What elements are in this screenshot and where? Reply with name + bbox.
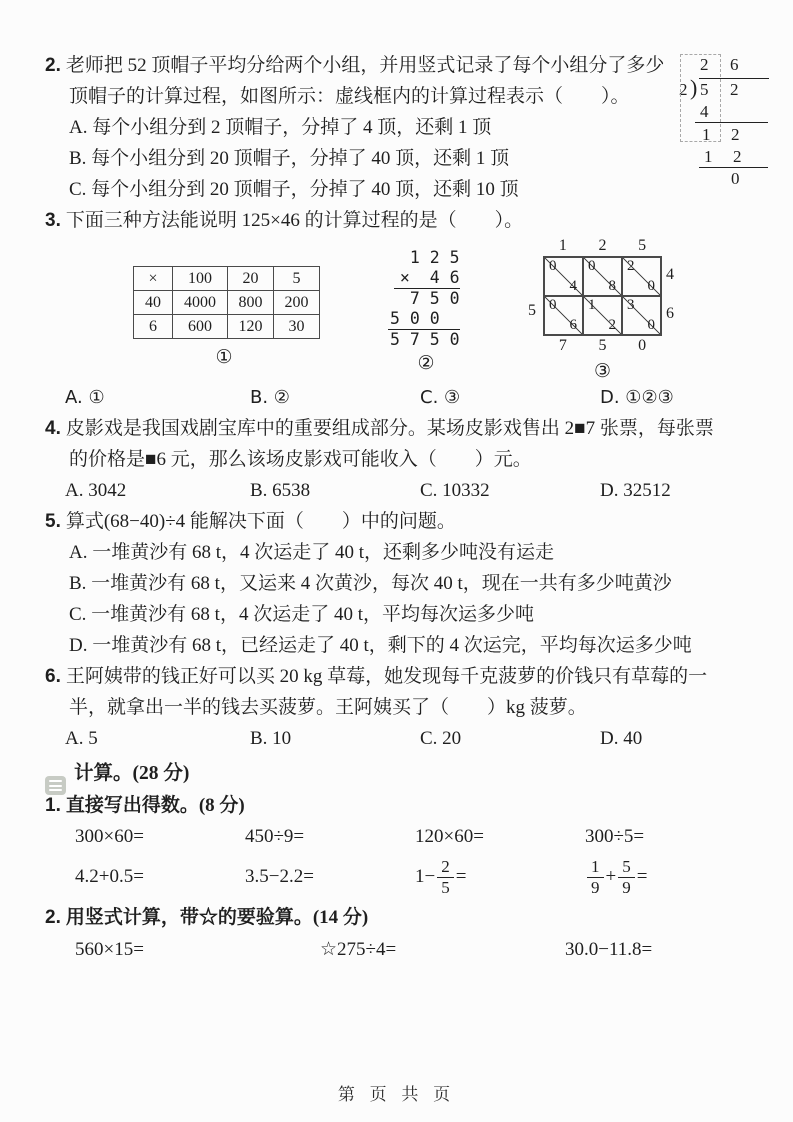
question-6-text: 王阿姨带的钱正好可以买 20 kg 草莓，她发现每千克菠萝的价钱只有草莓的一	[65, 666, 708, 687]
mental-math-row-2	[45, 852, 780, 902]
question-2-text: 老师把 52 顶帽子平均分给两个小组，并用竖式记录了每个小组分了多少	[65, 55, 665, 76]
final-remainder: 0	[731, 169, 740, 188]
option-a: A. 3042	[65, 480, 127, 501]
question-4-number: 4.	[45, 418, 61, 439]
question-2-line-1	[45, 50, 780, 81]
dividend-ones: 2	[730, 80, 739, 99]
sub2-number: 2.	[45, 907, 61, 928]
step2-product-ones: 2	[733, 147, 742, 166]
question-3-figures	[45, 236, 780, 382]
step1-product: 4	[700, 102, 709, 121]
equation: 4.2+0.5=	[75, 866, 144, 887]
option-a: A. 5	[65, 728, 98, 749]
table-row	[134, 315, 320, 339]
column-method-row	[45, 933, 780, 967]
table-cell: 6	[134, 315, 173, 339]
section-title: 计算。(28 分)	[74, 763, 190, 784]
equation-with-star: ☆275÷4=	[320, 939, 397, 960]
option-b: B. ②	[250, 387, 290, 408]
option-d: D. 32512	[600, 480, 671, 501]
question-2-option-c: C. 每个小组分到 20 顶帽子，分掉了 40 顶，还剩 10 顶	[69, 179, 519, 200]
quotient-tens: 2	[700, 55, 709, 74]
divisor: 2	[679, 80, 688, 99]
lattice-left-digit: 5	[528, 302, 536, 319]
lattice-cell: 0 8	[583, 257, 622, 296]
table-cell: 30	[274, 315, 320, 339]
option-d: D. 40	[600, 728, 643, 749]
mental-math-row-1	[45, 821, 780, 852]
lattice-right-digit: 4	[666, 266, 674, 283]
product-total: 5 7 5 0	[389, 330, 460, 349]
option-b: B. 10	[250, 728, 292, 749]
dividend-tens: 5	[700, 80, 709, 99]
lattice-multiplication	[528, 236, 703, 356]
lattice-cell: 0 6	[544, 296, 583, 335]
quotient-ones: 6	[730, 55, 739, 74]
remainder-tens: 1	[702, 125, 711, 144]
lattice-right-digit: 6	[666, 305, 674, 322]
calc-sub2-heading	[45, 902, 780, 933]
option-c: C. 20	[420, 728, 462, 749]
equation: 450÷9=	[245, 826, 305, 847]
table-row	[134, 291, 320, 315]
section-header-calculation	[45, 758, 780, 790]
question-6-line-2: 半，就拿出一半的钱去买菠萝。王阿姨买了（ ）kg 菠萝。	[69, 697, 587, 718]
subtraction-line-2	[699, 167, 768, 168]
option-c: C. ③	[420, 387, 461, 408]
equation: 300×60=	[75, 826, 144, 847]
step2-product-tens: 1	[704, 147, 713, 166]
partial-product-2: 5 0 0	[389, 309, 440, 328]
question-3-options	[45, 382, 780, 413]
table-cell: ×	[134, 267, 173, 291]
lattice-cell: 1 2	[583, 296, 622, 335]
fraction: $\frac{1}{9}$	[587, 857, 604, 897]
question-3-text: 下面三种方法能说明 125×46 的计算过程的是（ ）。	[65, 210, 524, 231]
option-a: A. ①	[65, 387, 105, 408]
dashed-highlight-box	[680, 54, 721, 142]
option-c: C. 10332	[420, 480, 490, 501]
calc-sub1-heading	[45, 790, 780, 821]
table-cell: 120	[228, 315, 274, 339]
question-6-options	[45, 723, 780, 754]
table-cell: 4000	[173, 291, 228, 315]
lattice-grid	[543, 256, 662, 336]
equation-fraction-2: $\frac{1}{9}$ + $\frac{5}{9}$ =	[585, 857, 755, 897]
table-cell: 800	[228, 291, 274, 315]
partial-product-1: 7 5 0	[409, 289, 460, 308]
figure-2-label: ②	[417, 352, 435, 374]
option-d: D. ①②③	[600, 387, 674, 408]
question-2-option-b: B. 每个小组分到 20 顶帽子，分掉了 40 顶，还剩 1 顶	[69, 148, 510, 169]
multiplicand: 1 2 5	[409, 248, 460, 267]
question-6-line-1	[45, 661, 780, 692]
vertical-multiplication	[388, 248, 460, 350]
lattice-cell: 0 4	[544, 257, 583, 296]
table-cell: 600	[173, 315, 228, 339]
lattice-bottom-digits	[543, 336, 662, 356]
page-footer: 第 页 共 页	[337, 1085, 456, 1104]
fraction: $\frac{2}{5}$	[437, 857, 454, 897]
fraction: $\frac{5}{9}$	[618, 857, 635, 897]
question-5-option-b: B. 一堆黄沙有 68 t，又运来 4 次黄沙，每次 40 t，现在一共有多少吨黄沙	[69, 573, 672, 594]
lattice-cell: 3 0	[622, 296, 661, 335]
sub1-title: 直接写出得数。(8 分)	[65, 795, 245, 816]
equation: 30.0−11.8=	[565, 939, 653, 960]
multiplier: × 4 6	[399, 268, 460, 287]
division-bracket: )	[690, 75, 698, 100]
question-2-number: 2.	[45, 55, 61, 76]
option-b: B. 6538	[250, 480, 311, 501]
question-3-number: 3.	[45, 210, 61, 231]
lattice-top-digits	[543, 236, 662, 256]
question-5-option-d: D. 一堆黄沙有 68 t，已经运走了 40 t，剩下的 4 次运完，平均每次运多少吨	[69, 635, 692, 656]
equation: 120×60=	[415, 826, 484, 847]
question-5-line	[45, 506, 780, 537]
question-5-text: 算式(68−40)÷4 能解决下面（ ）中的问题。	[65, 511, 456, 532]
table-row	[134, 267, 320, 291]
table-cell: 200	[274, 291, 320, 315]
equation: 3.5−2.2=	[245, 866, 314, 887]
question-4-text: 皮影戏是我国戏剧宝库中的重要组成部分。某场皮影戏售出 2■7 张票，每张票	[65, 418, 714, 439]
lattice-top-digit: 1	[558, 237, 567, 254]
question-5-option-c: C. 一堆黄沙有 68 t，4 次运走了 40 t，平均每次运多少吨	[69, 604, 534, 625]
question-2-option-a: A. 每个小组分到 2 顶帽子，分掉了 4 顶，还剩 1 顶	[69, 117, 492, 138]
brought-down-digit: 2	[731, 125, 740, 144]
lattice-bottom-digit: 0	[638, 337, 647, 354]
question-5-number: 5.	[45, 511, 61, 532]
lattice-top-digit: 2	[598, 237, 607, 254]
lattice-cell: 2 0	[622, 257, 661, 296]
figure-1-label: ①	[215, 346, 233, 368]
lattice-top-digit: 5	[638, 237, 647, 254]
equation-fraction-1: 1− $\frac{2}{5}$ =	[415, 856, 467, 897]
equation: 560×15=	[75, 939, 144, 960]
figure-3-label: ③	[593, 360, 612, 382]
sub1-number: 1.	[45, 795, 61, 816]
question-4-options	[45, 475, 780, 506]
table-cell: 5	[274, 267, 320, 291]
partial-products-table	[133, 266, 320, 339]
table-cell: 40	[134, 291, 173, 315]
question-4-line-2: 的价格是■6 元，那么该场皮影戏可能收入（ ）元。	[69, 449, 532, 470]
question-3-line	[45, 205, 780, 236]
lattice-bottom-digit: 5	[598, 337, 607, 354]
question-4-line-1	[45, 413, 780, 444]
question-5-option-a: A. 一堆黄沙有 68 t，4 次运走了 40 t，还剩多少吨没有运走	[69, 542, 555, 563]
equation: 300÷5=	[585, 826, 645, 847]
table-cell: 100	[173, 267, 228, 291]
sub2-title: 用竖式计算，带☆的要验算。(14 分)	[65, 907, 369, 928]
table-cell: 20	[228, 267, 274, 291]
question-2-line-2: 顶帽子的计算过程，如图所示：虚线框内的计算过程表示（ ）。	[69, 86, 630, 107]
question-6-number: 6.	[45, 666, 61, 687]
page-content	[45, 50, 780, 967]
lattice-bottom-digit: 7	[558, 337, 567, 354]
long-division-figure	[678, 56, 776, 190]
